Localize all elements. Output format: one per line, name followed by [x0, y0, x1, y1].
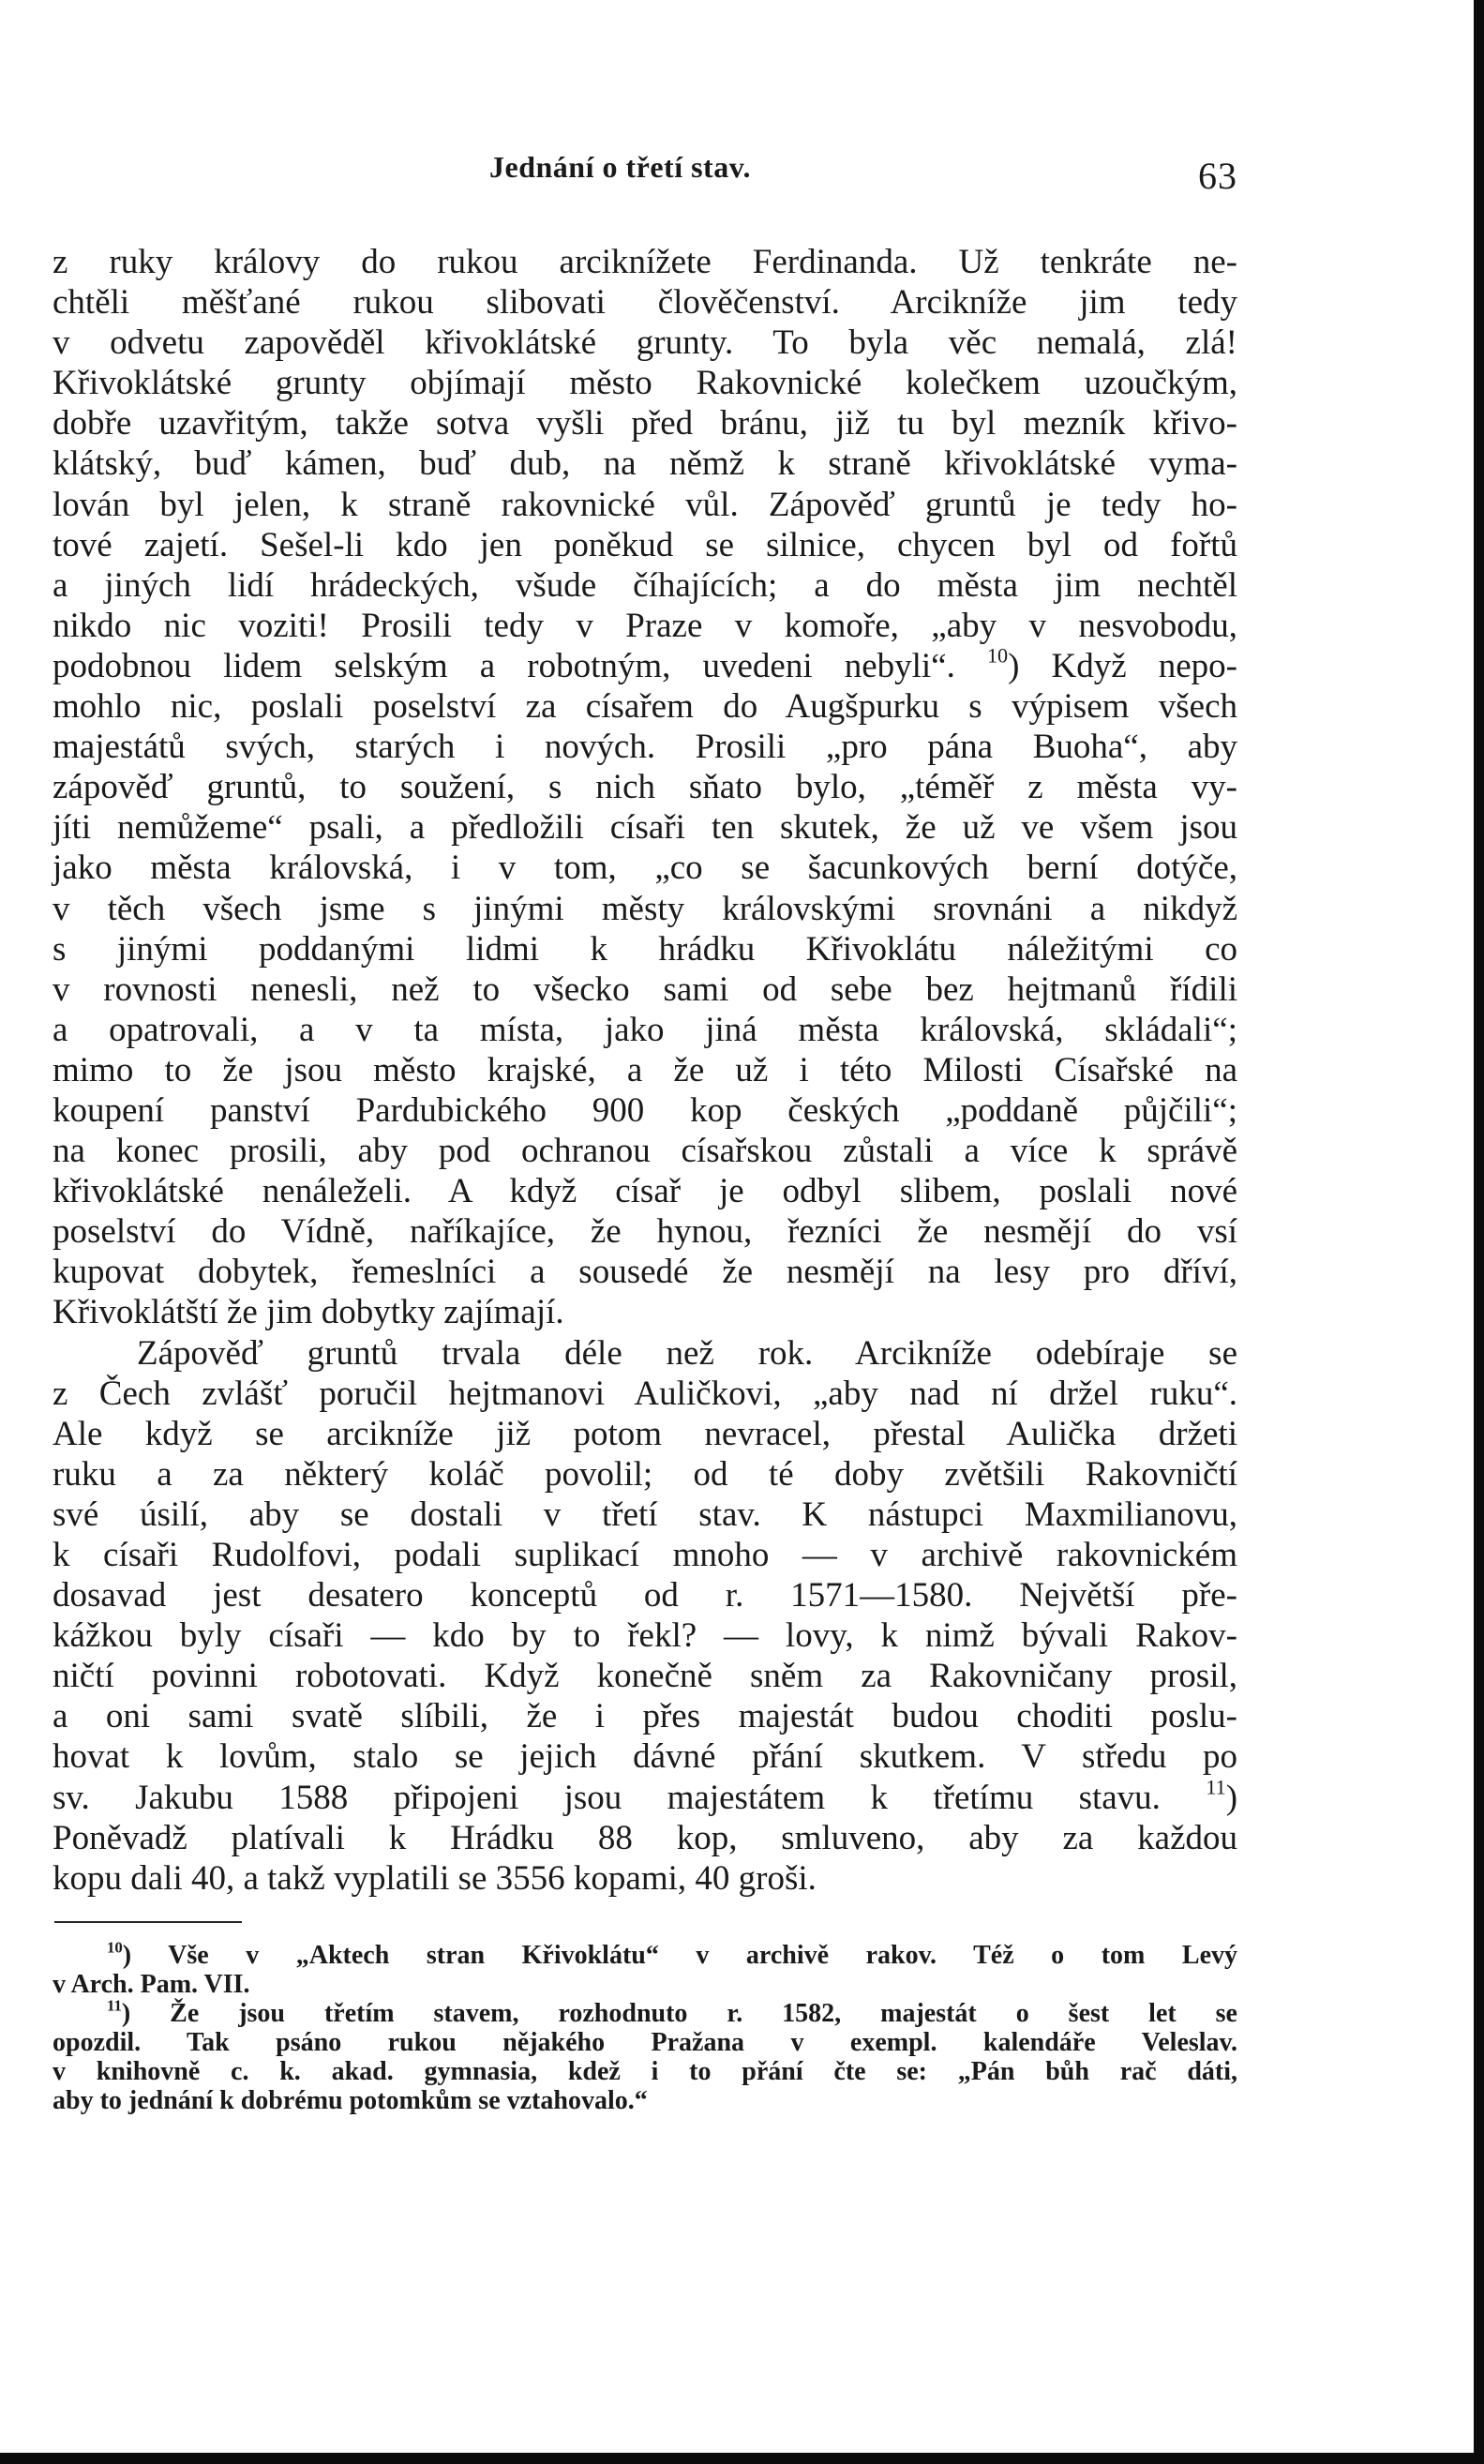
running-header [56, 141, 1237, 206]
text-line: mimo to že jsou město krajské, a že už i této Milosti Císařské na [52, 1050, 1237, 1089]
text-line: jíti nemůžeme“ psali, a předložili císaři ten skutek, že už ve všem jsou [52, 808, 1237, 848]
chapter-title: Jednání o třetí stav. [489, 150, 751, 184]
text-line: lován byl jelen, k straně rakovnické vůl. Zápověď gruntů je tedy ho- [52, 485, 1237, 524]
text-line: ruku a za některý koláč povolil; od té doby zvětšili Rakovničtí [52, 1454, 1237, 1494]
text-line: kupovat dobytek, řemeslníci a sousedé že nesmějí na lesy pro dříví, [52, 1253, 1237, 1292]
text-line: ničtí povinni robotovati. Když konečně sněm za Rakovničany prosil, [52, 1657, 1237, 1696]
text-line-with-footnote-ref [52, 1775, 1238, 1818]
text-line: Poněvadž platívali k Hrádku 88 kop, smluveno, aby za každou [52, 1818, 1237, 1857]
text-line: Křivoklátští že jim dobytky zajímají. [52, 1293, 564, 1332]
text-line: křivoklátské nenáleželi. A když císař je odbyl slibem, poslali nové [52, 1172, 1237, 1211]
text-line: Zápověď gruntů trvala déle než rok. Arcikníže odebíraje se [137, 1333, 1237, 1373]
text-line: kopu dali 40, a takž vyplatili se 3556 kopami, 40 groši. [52, 1858, 817, 1898]
scan-edge-bottom [0, 2453, 1484, 2464]
text-line: Křivoklátské grunty objímají město Rakovnické kolečkem uzoučkým, [52, 364, 1237, 403]
text-line: v těch všech jsme s jinými městy královskými srovnáni a nikdyž [52, 889, 1237, 928]
text-line: v rovnosti nenesli, než to všecko sami od sebe bez hejtmanů řídili [52, 969, 1237, 1009]
footnote-text-line: aby to jednání k dobrému potomkům se vztahovalo.“ [52, 2086, 648, 2115]
footnote-text-line: v knihovně c. k. akad. gymnasia, kdež i to přání čte se: „Pán bůh rač dáti, [52, 2057, 1237, 2086]
footnote-text-line: opozdil. Tak psáno rukou nějakého Pražana v exempl. kalendáře Veleslav. [52, 2028, 1237, 2057]
text-line: v odvetu zapověděl křivoklátské grunty. To byla věc nemalá, zlá! [52, 323, 1237, 363]
text-line: nikdo nic voziti! Prosili tedy v Praze v komoře, „aby v nesvobodu, [52, 606, 1237, 645]
text-segment: podobnou lidem selským a robotným, uvedeni nebyli“. [52, 646, 955, 685]
text-line: poselství do Vídně, naříkajíce, že hynou, řezníci že nesmějí do vsí [52, 1212, 1237, 1252]
text-line: mohlo nic, poslali poselství za císařem do Augšpurku s výpisem všech [52, 687, 1237, 727]
text-line: dosavad jest desatero konceptů od r. 1571—1580. Největší pře- [52, 1576, 1237, 1615]
footnote-mark-11: 11 [107, 1996, 122, 2015]
text-line: své úsilí, aby se dostali v třetí stav. K nástupci Maxmilianovu, [52, 1495, 1237, 1534]
text-line: koupení panství Pardubického 900 kop českých „poddaně půjčili“; [52, 1090, 1237, 1130]
text-line: z ruky královy do rukou arciknížete Ferdinanda. Už tenkráte ne- [52, 243, 1237, 281]
text-line: chtěli měšťané rukou slibovati člověčenství. Arcikníže jim tedy [52, 283, 1237, 323]
scan-edge-right [1474, 0, 1484, 2464]
text-line: tové zajetí. Sešel-li kdo jen poněkud se silnice, chycen byl od fořtů [52, 525, 1237, 564]
text-line: kážkou byly císaři — kdo by to řekl? — lovy, k nimž bývali Rakov- [52, 1616, 1237, 1656]
text-line: a jiných lidí hrádeckých, všude číhajících; a do města jim nechtěl [52, 565, 1237, 605]
text-line: jako města královská, i v tom, „co se šacunkových berní dotýče, [52, 849, 1237, 888]
text-line: Ale když se arcikníže již potom nevracel, přestal Aulička držeti [52, 1414, 1237, 1453]
footnote-text: ) Vše v „Aktech stran Křivoklátu“ v archivě rakov. Též o tom Levý [122, 1941, 1237, 1970]
text-line: z Čech zvlášť poručil hejtmanovi Auličkovi, „aby nad ní držel ruku“. [52, 1374, 1237, 1413]
text-line: na konec prosili, aby pod ochranou císařskou zůstali a více k správě [52, 1132, 1237, 1171]
footnote-mark-10: 10 [107, 1938, 123, 1957]
footnote-ref-10[interactable]: 10 [986, 643, 1009, 668]
footnotes [52, 1938, 1237, 2115]
text-segment: ) Když nepo- [1008, 646, 1238, 685]
text-line: majestátů svých, starých i nových. Prosili „pro pána Buoha“, aby [52, 728, 1237, 767]
text-line: a oni sami svatě slíbili, že i přes majestát budou choditi poslu- [52, 1697, 1237, 1736]
page-number: 63 [1198, 155, 1237, 197]
footnote-10 [52, 1938, 1237, 1970]
text-line-with-footnote-ref [52, 643, 1238, 686]
text-line: dobře uzavřitým, takže sotva vyšli před bránu, již tu byl mezník křivo- [52, 404, 1237, 443]
footnote-text-line: v Arch. Pam. VII. [52, 1970, 250, 1999]
text-line: k císaři Rudolfovi, podali suplikací mnoho — v archivě rakovnickém [52, 1536, 1237, 1574]
text-line: s jinými poddanými lidmi k hrádku Křivoklátu náležitými co [52, 929, 1237, 969]
text-segment: sv. Jakubu 1588 připojeni jsou majestátem k třetímu stavu. [52, 1778, 1161, 1817]
footnote-11 [52, 1996, 1237, 2028]
text-line: zápověď gruntů, to soužení, s nich sňato bylo, „téměř z města vy- [52, 768, 1237, 807]
text-line: a opatrovali, a v ta místa, jako jiná města královská, skládali“; [52, 1010, 1237, 1049]
body-text [52, 242, 1237, 1899]
text-segment: ) [1225, 1778, 1238, 1817]
footnote-text: ) Že jsou třetím stavem, rozhodnuto r. 1582, majestát o šest let se [121, 1999, 1237, 2028]
footnote-ref-11[interactable]: 11 [1206, 1775, 1226, 1799]
text-line: hovat k lovům, stalo se jejich dávné přání skutkem. V středu po [52, 1737, 1237, 1777]
text-line: klátský, buď kámen, buď dub, na němž k straně křivoklátské vyma- [52, 444, 1237, 484]
footnote-separator [54, 1921, 242, 1923]
